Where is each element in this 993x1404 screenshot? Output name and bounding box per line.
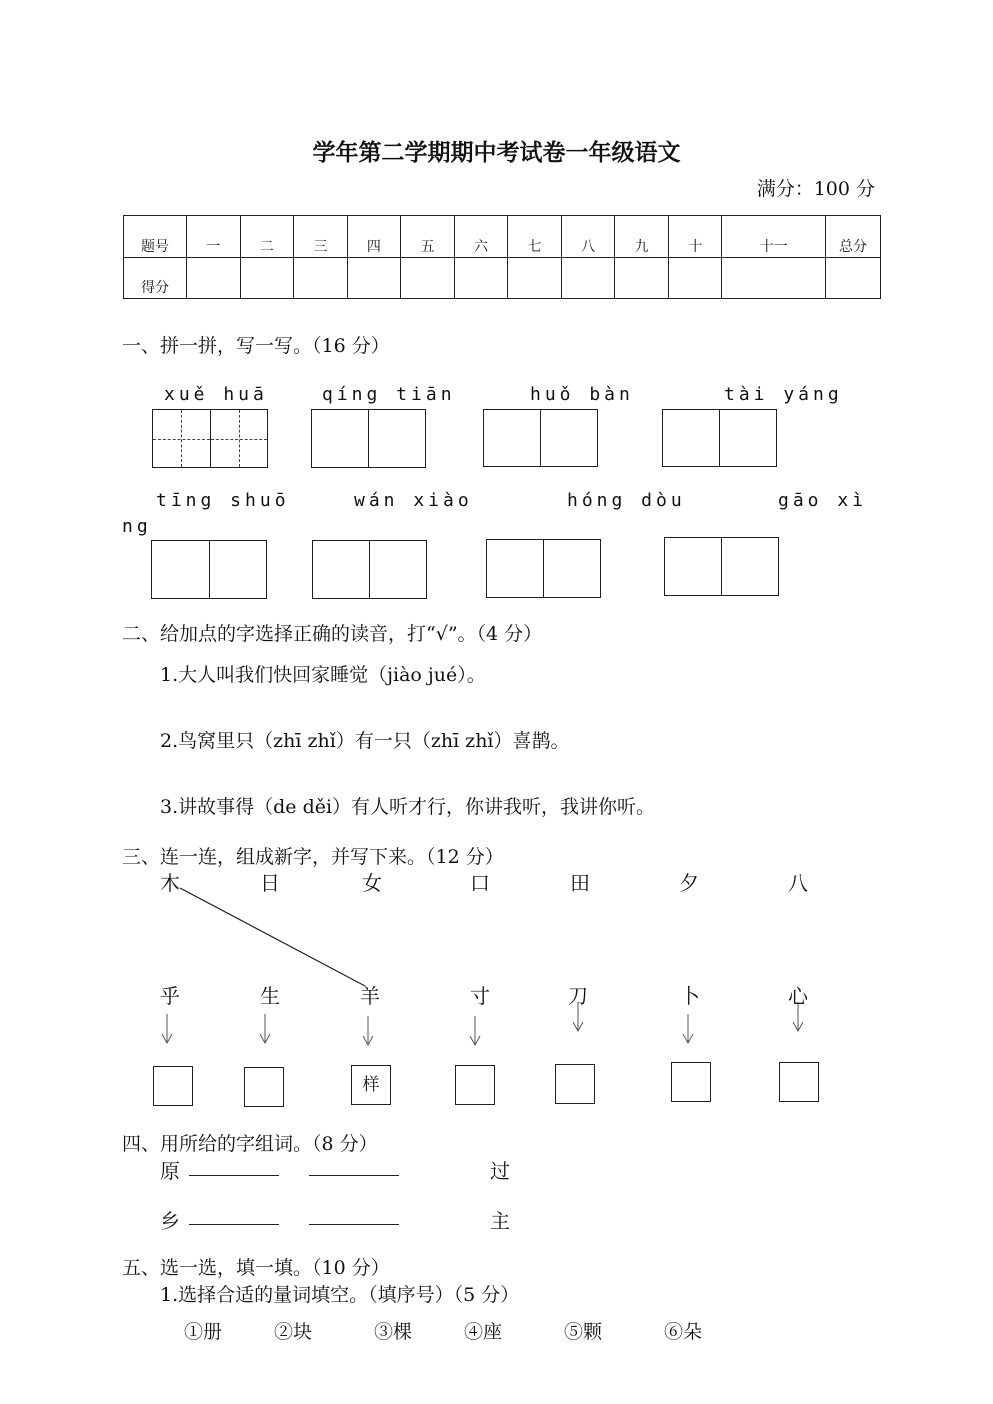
answer-box-example[interactable]: 样	[351, 1065, 391, 1105]
answer-box[interactable]	[153, 1066, 193, 1106]
bottom-char[interactable]: 刀	[568, 984, 588, 1008]
word-char: 原	[160, 1159, 180, 1183]
word-char: 主	[490, 1209, 510, 1233]
answer-box[interactable]	[555, 1064, 595, 1104]
pinyin-label: huǒ bàn	[530, 384, 634, 405]
table-header-cell: 八	[561, 216, 615, 258]
top-char[interactable]: 女	[362, 871, 382, 895]
measure-word-option: ④座	[464, 1321, 503, 1343]
section3-heading: 三、连一连，组成新字，并写下来。（12 分）	[122, 846, 504, 868]
table-header-cell: 十一	[722, 216, 826, 258]
section2-heading: 二、给加点的字选择正确的读音，打“√”。（4 分）	[122, 623, 543, 645]
top-char[interactable]: 八	[788, 871, 808, 895]
answer-blank[interactable]	[189, 1223, 279, 1225]
bottom-char[interactable]: 羊	[360, 984, 380, 1008]
pinyin-label: xuě huā	[164, 384, 268, 405]
measure-word-option: ③棵	[374, 1321, 413, 1343]
bottom-char[interactable]: 寸	[470, 984, 490, 1008]
full-mark: 满分：100 分	[756, 178, 875, 200]
top-char[interactable]: 木	[160, 871, 180, 895]
pinyin-label: qíng tiān	[322, 384, 456, 405]
top-char[interactable]: 口	[470, 871, 490, 895]
table-header-cell: 九	[615, 216, 669, 258]
table-header-cell: 总分	[826, 216, 881, 258]
page-title: 学年第二学期期中考试卷一年级语文	[312, 140, 681, 166]
answer-box[interactable]	[779, 1062, 819, 1102]
pinyin-label: hóng dòu	[567, 490, 686, 511]
down-arrow-icon	[363, 1016, 373, 1045]
answer-blank[interactable]	[189, 1174, 279, 1176]
measure-word-option: ⑤颗	[564, 1321, 603, 1343]
table-header-cell: 七	[508, 216, 562, 258]
word-char: 过	[490, 1159, 510, 1183]
table-header-cell: 三	[294, 216, 348, 258]
down-arrow-icon	[260, 1014, 270, 1043]
table-header-cell: 六	[454, 216, 508, 258]
table-header-cell: 五	[401, 216, 455, 258]
pinyin-label: wán xiào	[354, 490, 473, 511]
answer-box[interactable]	[455, 1065, 495, 1105]
pinyin-label: gāo xì	[778, 490, 868, 511]
connection-line	[180, 888, 365, 986]
pinyin-label: tài yáng	[724, 384, 843, 405]
top-char[interactable]: 日	[260, 871, 280, 895]
question-1: 1.大人叫我们快回家睡觉（jiào jué）。	[160, 664, 486, 686]
word-char: 乡	[160, 1209, 180, 1233]
bottom-char[interactable]: 卜	[680, 984, 700, 1008]
measure-word-option: ⑥朵	[664, 1321, 703, 1343]
table-header-cell: 四	[347, 216, 401, 258]
pinyin-label: tīng shuō	[156, 490, 290, 511]
answer-blank[interactable]	[309, 1223, 399, 1225]
top-char[interactable]: 田	[570, 871, 590, 895]
pinyin-wrap: ng	[122, 516, 152, 537]
answer-box[interactable]	[244, 1067, 284, 1107]
down-arrow-icon	[683, 1014, 693, 1043]
question-2: 2.鸟窝里只（zhī zhǐ）有一只（zhī zhǐ）喜鹊。	[160, 730, 570, 752]
bottom-char[interactable]: 心	[788, 984, 808, 1008]
table-header-label: 题号	[124, 216, 187, 258]
measure-word-option: ②块	[274, 1321, 313, 1343]
bottom-char[interactable]: 生	[260, 984, 280, 1008]
answer-blank[interactable]	[309, 1174, 399, 1176]
section1-heading: 一、拼一拼，写一写。（16 分）	[122, 335, 390, 357]
section5-heading: 五、选一选，填一填。（10 分）	[122, 1257, 390, 1279]
down-arrow-icon	[162, 1014, 172, 1043]
bottom-char[interactable]: 乎	[160, 984, 180, 1008]
section4-heading: 四、用所给的字组词。（8 分）	[122, 1133, 378, 1155]
table-score-label: 得分	[124, 257, 187, 299]
answer-box[interactable]	[671, 1062, 711, 1102]
table-header-cell: 一	[187, 216, 241, 258]
table-header-cell: 十	[668, 216, 722, 258]
question-3: 3.讲故事得（de děi）有人听才行，你讲我听，我讲你听。	[160, 796, 656, 818]
section5-sub1: 1.选择合适的量词填空。（填序号）（5 分）	[160, 1284, 520, 1306]
down-arrow-icon	[470, 1016, 480, 1045]
table-header-cell: 二	[240, 216, 294, 258]
measure-word-option: ①册	[184, 1321, 223, 1343]
top-char[interactable]: 夕	[679, 871, 699, 895]
